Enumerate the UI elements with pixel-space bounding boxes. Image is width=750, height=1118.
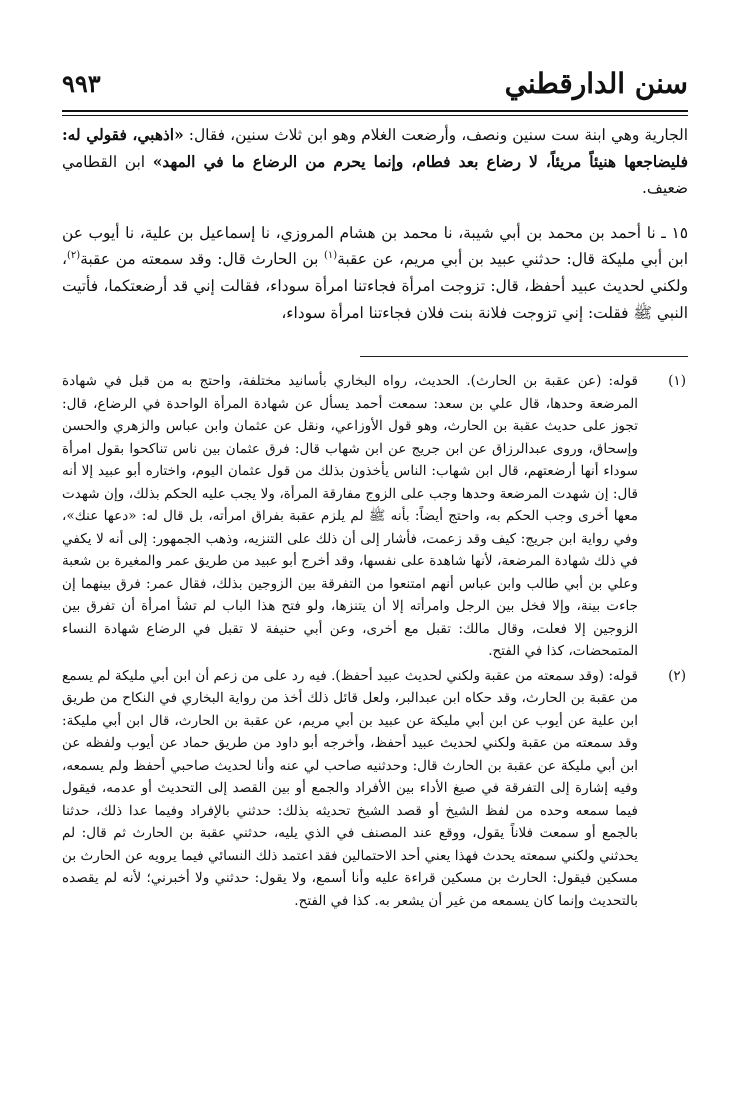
header-rule [62,110,688,115]
hadith-paragraph-2 [62,220,688,326]
paragraph-text: ، ولكني لحديث عبيد أحفظ، قال: تزوجت امرأة فجاءتنا امرأة سوداء، فقالت إني قد أرضعتكما، فأتيت النبي ﷺ فقلت: إني تزوجت فلانة بنت فلان فجاءتنا امرأة سوداء، [62,250,688,322]
footnote-1 [62,370,688,663]
paragraph-text: بن الحارث قال: وقد سمعته من عقبة [80,250,324,269]
footnote-ref-1[interactable]: (١) [323,250,338,262]
paragraph-text: ابن القطامي ضعيف. [62,152,688,198]
footnote-number: (٢) [668,667,686,684]
footnotes-section [62,370,688,912]
footnote-text: قوله: (عن عقبة بن الحارث). الحديث، رواه البخاري بأسانيد مختلفة، واحتج به من قبل في شهادة المرضعة وحدها، قال علي بن سعد: سمعت أحمد يسأل عن شهادة المرأة الواحدة في الرضاع، قال: تجوز على حديث عقبة بن الحارث، وهو قول الأوزاعي، ونقل عن عثمان وابن عباس والزهري والحسن وإسحاق، وروى عبدالرزاق عن ابن جريج عن ابن شهاب قال: فرق عثمان بين ناس تناكحوا بقول امرأة سوداء أنها أرضعتهم، قال ابن شهاب: الناس يأخذون بذلك من قول عثمان اليوم، واختاره أبو عبيد إلا أنه قال: إن شهدت المرضعة وحدها وجب على الزوج مفارقة المرأة، ولا يجب عليه الحكم بذلك، وإن شهدت معها أخرى وجب الحكم به، واحتج أيضاً: بأنه ﷺ لم يلزم عقبة بفراق امرأته، بل قال له: «دعها عنك»، وفي رواية ابن جريج: كيف وقد زعمت، فأشار إلى أن ذلك على التنزيه، وذهب الجمهور: إلى أنه لا يكفي في ذلك شهادة المرضعة، لأنها شاهدة على نفسها، وقد أخرج أبو عبيد من طريق عمر والمغيرة بن شعبة وعلي بن أبي طالب وابن عباس أنهم امتنعوا من التفرقة بين الزوجين بذلك، فقال عمر: فرق بينهما إن جاءت بينة، وإلا فخل بين الرجل وامرأته إلا أن يتنزها، ولو فتح هذا الباب لم تشأ امرأة أن تفرق بين الزوجين إلا فعلت، وقال مالك: تقبل مع أخرى، وعن أبي حنيفة لا تقبل في الرضاع شهادة النساء المتمحضات، كذا في الفتح. [62,373,638,659]
page-number: ٩٩٣ [62,69,101,98]
prophetic-quote: «اذهبي، فقولي له: فليضاجعها هنيئاً مريئاً، لا رضاع بعد فطام، وإنما يحرم من الرضاع ما في المهد» [62,126,688,171]
paragraph-text: الجارية وهي ابنة ست سنين ونصف، وأرضعت الغلام وهو ابن ثلاث سنين، فقال: [183,126,688,144]
footnote-2 [62,665,688,913]
paragraph-text: ١٥ ـ نا أحمد بن محمد بن أبي شيبة، نا محمد بن هشام المروزي، نا إسماعيل بن علية، نا أيوب عن ابن أبي مليكة قال: حدثني عبيد بن أبي مريم، عن عقبة [62,223,688,269]
footnote-text: قوله: (وقد سمعته من عقبة ولكني لحديث عبيد أحفظ). فيه رد على من زعم أن ابن أبي مليكة لم يسمع من عقبة بن الحارث، وقد حكاه ابن عبدالبر، ولعل قائل ذلك أخذ من رواية البخاري في النكاح من طريق ابن علية عن أيوب عن ابن أبي مليكة عن عبيد بن أبي مريم، عن عقبة بن الحارث، قال ابن أبي مليكة: وقد سمعته من عقبة ولكني لحديث عبيد أحفظ، وأخرجه أبو داود من طريق حماد عن أيوب ولفظه عن ابن أبي مليكة عن عقبة بن الحارث قال: وحدثنيه صاحب لي عنه وأنا لحديث صاحبي أحفظ ولم يسمعه، وفيه إشارة إلى التفرقة في صيغ الأداء بين الأفراد والجمع أو بين القصد إلى التحديث أو عدمه، فيقول فيما سمعه وحده من لفظ الشيخ أو قصد الشيخ تحديثه بذلك: حدثني بالإفراد وفيما عدا ذلك، حدثنا بالجمع أو سمعت فلاناً يقول، ووقع عند المصنف في الذي يليه، حدثني عقبة بن الحارث ثم قال: لم يحدثني ولكني سمعته يحدث فهذا يعني أحد الاحتمالين فقد اعتمد ذلك النسائي فيما يرويه عن الحارث بن مسكين فيقول: الحارث بن مسكين قراءة عليه وأنا أسمع، ولا يقول: حدثني ولا أخبرني؛ لأنه لم يقصده بالتحديث وإنما كان يسمعه من غير أن يشعر به. كذا في الفتح. [62,667,638,909]
footnote-number: (١) [668,373,686,389]
main-text [62,122,688,326]
footnote-divider [360,356,688,357]
hadith-paragraph-1 [62,122,688,202]
book-title: سنن الدارقطني [504,67,688,100]
page-header [62,64,688,110]
footnote-ref-2[interactable]: (٢) [66,250,81,262]
